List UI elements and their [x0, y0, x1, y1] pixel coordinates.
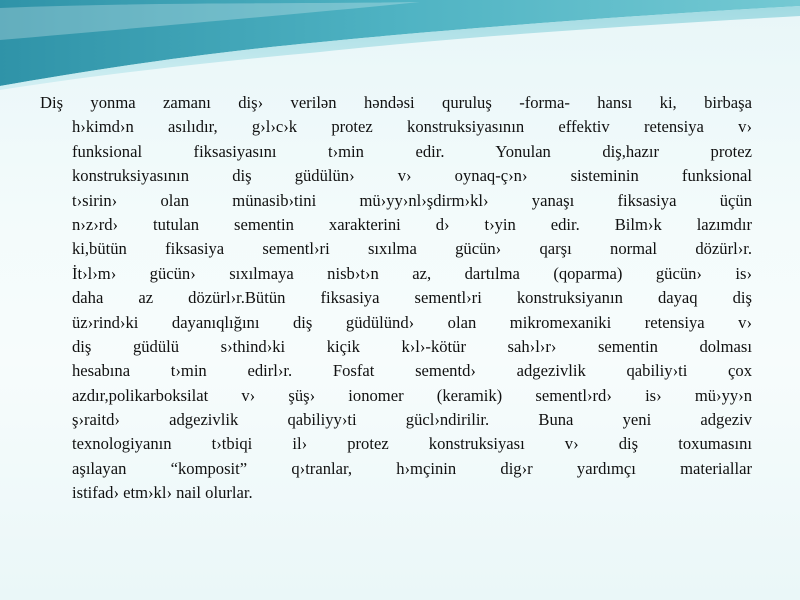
text-line: funksional fiksasiyasını t›min edir. Yonulan diş,hazır protez	[72, 141, 752, 161]
text-line: istifad› etm›kl› nail olurlar.	[72, 483, 253, 503]
text-line: azdır,polikarboksilat v› şüş› ionomer (keramik) sementl›rd› is› mü›yy›n	[72, 385, 752, 405]
text-line: ş›raitd› adgezivlik qabiliyy›ti gücl›ndirilir. Buna yeni adgeziv	[72, 410, 752, 430]
header-swoosh-decoration	[0, 0, 800, 90]
text-line: hesabına t›min edirl›r. Fosfat sementd› adgezivlik qabiliy›ti çox	[72, 361, 752, 381]
text-line: İt›l›m› gücün› sıxılmaya nisb›t›n az, dartılma (qoparma) gücün› is›	[72, 263, 752, 283]
text-line: daha az dözürl›r.Bütün fiksasiya sementl›ri konstruksiyanın dayaq diş	[72, 288, 752, 308]
text-line: h›kimd›n asılıdır, g›l›c›k protez konstruksiyasının effektiv retensiya v›	[72, 117, 752, 137]
text-line: konstruksiyasının diş güdülün› v› oynaq-ç›n› sisteminin funksional	[72, 166, 752, 186]
text-line: texnologiyanın t›tbiqi il› protez konstruksiyası v› diş toxumasını	[72, 434, 752, 454]
text-line: Diş yonma zamanı diş› verilən həndəsi quruluş -forma- hansı ki, birbaşa	[40, 93, 752, 112]
body-paragraph	[40, 91, 752, 506]
text-line: n›z›rd› tutulan sementin xarakterini d› t›yin edir. Bilm›k lazımdır	[72, 214, 752, 234]
text-line: diş güdülü s›thind›ki kiçik k›l›-kötür sah›l›r› sementin dolması	[72, 336, 752, 356]
text-line: t›sirin› olan münasib›tini mü›yy›nl›şdirm›kl› yanaşı fiksasiya üçün	[72, 190, 752, 210]
text-line: ki,bütün fiksasiya sementl›ri sıxılma gücün› qarşı normal dözürl›r.	[72, 239, 752, 259]
text-line: üz›rind›ki dayanıqlığını diş güdülünd› olan mikromexaniki retensiya v›	[72, 312, 752, 332]
text-line: aşılayan “komposit” q›tranlar, h›mçinin dig›r yardımçı materiallar	[72, 458, 752, 478]
